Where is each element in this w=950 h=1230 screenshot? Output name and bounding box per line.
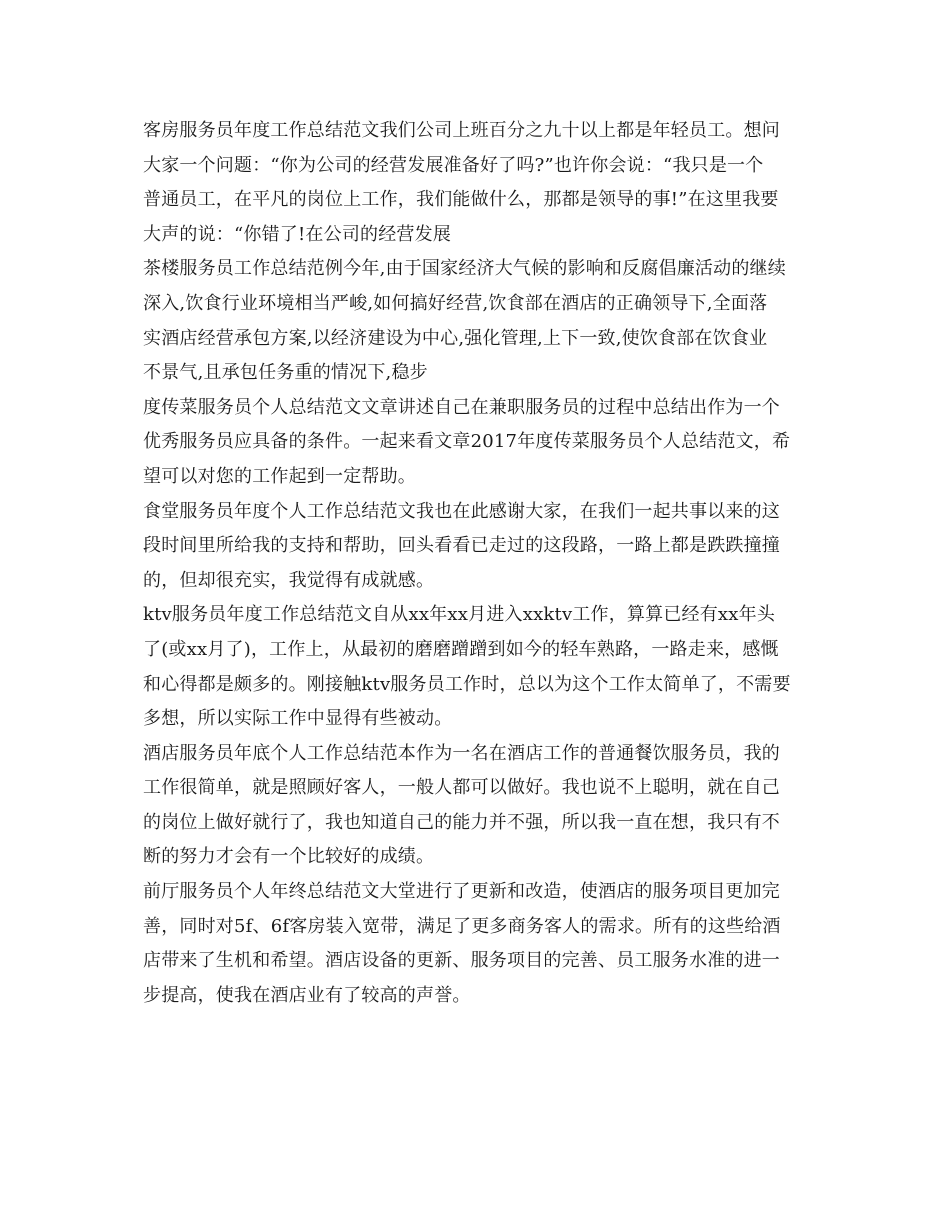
text-line: 望可以对您的工作起到一定帮助。 [143, 465, 416, 487]
text-line: 的岗位上做好就行了，我也知道自己的能力并不强，所以我一直在想，我只有不 [143, 811, 780, 833]
text-line: 善，同时对5f、6f客房装入宽带，满足了更多商务客人的需求。所有的这些给酒 [143, 915, 781, 937]
text-line: 食堂服务员年度个人工作总结范文我也在此感谢大家，在我们一起共事以来的这 [143, 500, 780, 522]
text-line: 大家一个问题：“你为公司的经营发展准备好了吗?”也许你会说：“我只是一个 [143, 154, 764, 176]
text-line: 工作很简单，就是照顾好客人，一般人都可以做好。我也说不上聪明，就在自己 [143, 777, 780, 799]
text-line: 断的努力才会有一个比较好的成绩。 [143, 846, 435, 868]
text-line: 店带来了生机和希望。酒店设备的更新、服务项目的完善、员工服务水准的进一 [143, 950, 780, 972]
text-line: 茶楼服务员工作总结范例今年,由于国家经济大气候的影响和反腐倡廉活动的继续 [143, 258, 786, 280]
text-line: 多想，所以实际工作中显得有些被动。 [143, 708, 453, 730]
text-line: 和心得都是颇多的。刚接触ktv服务员工作时，总以为这个工作太简单了，不需要 [143, 673, 791, 695]
text-line: 的，但却很充实，我觉得有成就感。 [143, 569, 435, 591]
text-line: 实酒店经营承包方案,以经济建设为中心,强化管理,上下一致,使饮食部在饮食业 [143, 327, 768, 349]
paragraph-guest-room [143, 114, 813, 252]
text-line: 不景气,且承包任务重的情况下,稳步 [143, 362, 428, 384]
paragraph-front-desk [143, 875, 813, 1013]
paragraph-ktv [143, 598, 813, 736]
text-line: ktv服务员年度工作总结范文自从xx年xx月进入xxktv工作，算算已经有xx年头 [143, 604, 776, 626]
paragraph-teahouse [143, 252, 813, 390]
paragraph-food-runner [143, 391, 813, 495]
text-line: 深入,饮食行业环境相当严峻,如何搞好经营,饮食部在酒店的正确领导下,全面落 [143, 292, 768, 314]
paragraph-hotel [143, 737, 813, 875]
text-line: 普通员工，在平凡的岗位上工作，我们能做什么，那都是领导的事!”在这里我要 [143, 189, 779, 211]
text-line: 客房服务员年度工作总结范文我们公司上班百分之九十以上都是年轻员工。想问 [143, 120, 780, 141]
document-body [143, 114, 813, 1013]
text-line: 了(或xx月了)，工作上，从最初的磨磨蹭蹭到如今的轻车熟路，一路走来，感慨 [143, 638, 779, 660]
text-line: 步提高，使我在酒店业有了较高的声誉。 [143, 984, 471, 1006]
text-line: 大声的说：“你错了!在公司的经营发展 [143, 223, 452, 245]
paragraph-canteen [143, 495, 813, 599]
text-line: 度传菜服务员个人总结范文文章讲述自己在兼职服务员的过程中总结出作为一个 [143, 396, 780, 418]
text-line: 酒店服务员年底个人工作总结范本作为一名在酒店工作的普通餐饮服务员，我的 [143, 742, 780, 764]
text-line: 前厅服务员个人年终总结范文大堂进行了更新和改造，使酒店的服务项目更加完 [143, 881, 780, 903]
text-line: 优秀服务员应具备的条件。一起来看文章2017年度传菜服务员个人总结范文，希 [143, 431, 791, 453]
text-line: 段时间里所给我的支持和帮助，回头看看已走过的这段路，一路上都是跌跌撞撞 [143, 535, 780, 557]
